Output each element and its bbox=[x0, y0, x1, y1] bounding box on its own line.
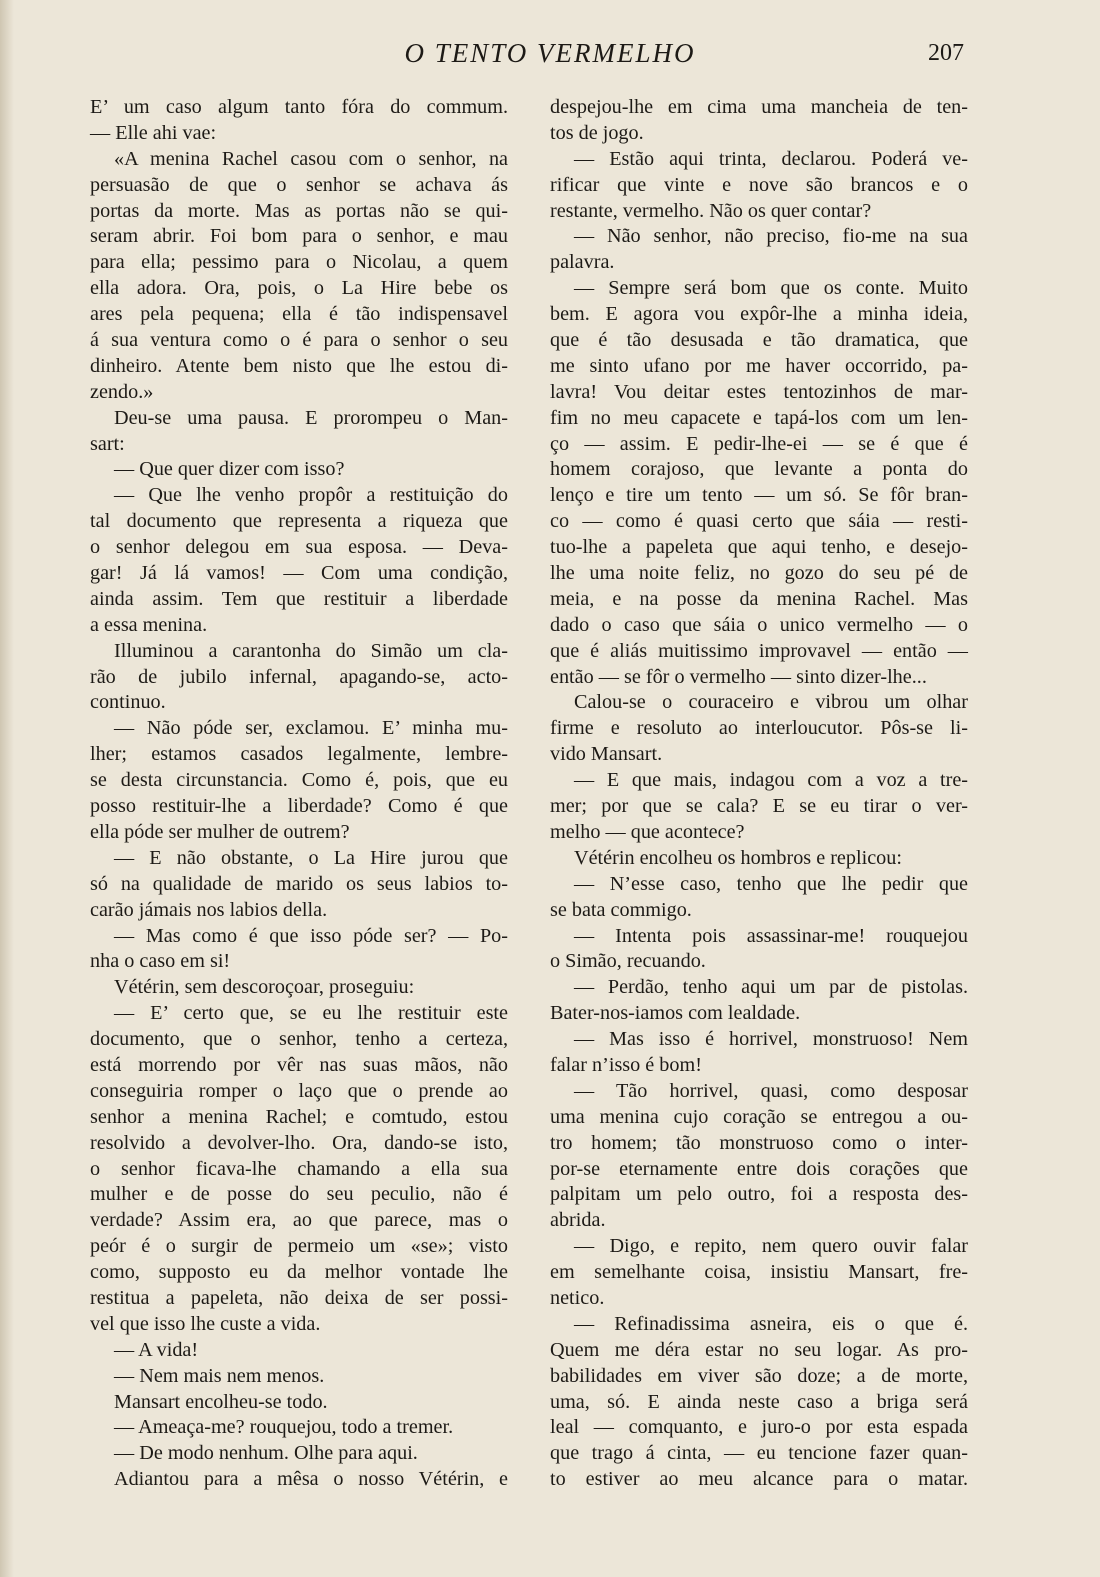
text-line: lavra! Vou deitar estes tentozinhos de mar- bbox=[550, 380, 968, 403]
text-line: Quem me déra estar no seu logar. As pro- bbox=[550, 1338, 968, 1361]
text-line: continuo. bbox=[90, 691, 166, 714]
text-line: rificar que vinte e nove são brancos e o bbox=[550, 173, 968, 196]
text-line: babilidades em viver são doze; a de morte, bbox=[550, 1364, 968, 1387]
text-line: netico. bbox=[550, 1286, 605, 1309]
text-line: ço — assim. E pedir-lhe-ei — se é que é bbox=[550, 432, 968, 455]
text-line: E’ um caso algum tanto fóra do commum. bbox=[90, 96, 508, 118]
text-line: resolvido a devolver-lho. Ora, dando-se isto, bbox=[90, 1131, 508, 1154]
text-line: co — como é quasi certo que sáia — resti- bbox=[550, 510, 968, 533]
text-line: lher; estamos casados legalmente, lembre- bbox=[90, 743, 508, 766]
text-line: o senhor delegou em sua esposa. — Deva- bbox=[90, 536, 508, 559]
text-line: tos de jogo. bbox=[550, 121, 644, 144]
text-line: ella adora. Ora, pois, o La Hire bebe os bbox=[90, 277, 508, 300]
text-line: homem corajoso, que levante a ponta do bbox=[550, 458, 968, 481]
text-column-right bbox=[550, 95, 968, 1493]
text-line: Deu-se uma pausa. E prorompeu o Man- bbox=[114, 406, 508, 429]
text-line: tuo-lhe a papeleta que aqui tenho, e desejo- bbox=[550, 536, 968, 559]
text-line: que é tão desusada e tão dramatica, que bbox=[550, 329, 968, 352]
text-line: Vétérin, sem descoroçoar, proseguiu: bbox=[114, 976, 415, 999]
text-line: restante, vermelho. Não os quer contar? bbox=[550, 199, 872, 222]
text-line: posso restituir-lhe a liberdade? Como é que bbox=[90, 795, 508, 818]
text-line: — E’ certo que, se eu lhe restituir este bbox=[114, 1002, 508, 1025]
text-line: que é aliás muitissimo improvavel — então — bbox=[550, 639, 968, 662]
text-line: fim no meu capacete e tapá-los com um len- bbox=[550, 406, 968, 429]
text-line: vido Mansart. bbox=[550, 743, 663, 766]
text-line: — Que lhe venho propôr a restituição do bbox=[114, 484, 508, 507]
text-line: documento, que o senhor, tenho a certeza, bbox=[90, 1028, 508, 1051]
text-line: mulher e de posse do seu peculio, não é bbox=[90, 1183, 508, 1206]
text-line: gar! Já lá vamos! — Com uma condição, bbox=[90, 562, 508, 585]
text-line: se desta circunstancia. Como é, pois, que eu bbox=[90, 769, 508, 792]
text-line: como, supposto eu da melhor vontade lhe bbox=[90, 1261, 508, 1284]
text-line: — Digo, e repito, nem quero ouvir falar bbox=[574, 1235, 968, 1258]
text-line: — Sempre será bom que os conte. Muito bbox=[574, 277, 968, 300]
text-line: abrida. bbox=[550, 1209, 606, 1232]
text-line: restitua a papeleta, não deixa de ser possi- bbox=[90, 1286, 508, 1309]
text-line: firme e resoluto ao interloucutor. Pôs-se li- bbox=[550, 717, 968, 740]
text-line: a essa menina. bbox=[90, 613, 208, 636]
text-line: — N’esse caso, tenho que lhe pedir que bbox=[574, 872, 968, 895]
text-line: leal — comquanto, e juro-o por esta espada bbox=[550, 1416, 968, 1439]
text-line: Illuminou a carantonha do Simão um cla- bbox=[114, 639, 508, 662]
text-line: uma, só. E ainda neste caso a briga será bbox=[550, 1390, 968, 1413]
text-line: — Elle ahi vae: bbox=[90, 121, 217, 144]
text-line: — Refinadissima asneira, eis o que é. bbox=[574, 1312, 968, 1335]
text-line: palavra. bbox=[550, 251, 615, 274]
text-line: sart: bbox=[90, 432, 125, 455]
text-line: lhe uma noite feliz, no gozo do seu pé de bbox=[550, 562, 968, 585]
text-line: carão jámais nos labios della. bbox=[90, 898, 328, 921]
text-line: — Mas como é que isso póde ser? — Po- bbox=[114, 924, 508, 947]
text-line: — Perdão, tenho aqui um par de pistolas. bbox=[574, 976, 968, 999]
text-line: á sua ventura como o é para o senhor o seu bbox=[90, 329, 508, 352]
text-line: Bater-nos-iamos com lealdade. bbox=[550, 1002, 801, 1025]
text-line: uma menina cujo coração se entregou a ou- bbox=[550, 1105, 968, 1128]
text-line: portas da morte. Mas as portas não se qui- bbox=[90, 199, 508, 222]
text-line: — Intenta pois assassinar-me! rouquejou bbox=[574, 924, 968, 947]
page-edge-shadow bbox=[0, 0, 14, 1577]
text-line: conseguiria romper o laço que o prende ao bbox=[90, 1079, 508, 1102]
text-line: o senhor ficava-lhe chamando a ella sua bbox=[90, 1157, 508, 1180]
text-line: — Mas isso é horrivel, monstruoso! Nem bbox=[574, 1028, 968, 1051]
text-line: verdade? Assim era, ao que parece, mas o bbox=[90, 1209, 508, 1232]
text-line: — Ameaça-me? rouquejou, todo a tremer. bbox=[114, 1416, 454, 1439]
text-line: está morrendo por vêr nas suas mãos, não bbox=[90, 1053, 508, 1076]
text-line: Mansart encolheu-se todo. bbox=[114, 1390, 328, 1413]
text-line: — E não obstante, o La Hire jurou que bbox=[114, 846, 508, 869]
page-header bbox=[0, 38, 1100, 78]
text-line: o Simão, recuando. bbox=[550, 950, 706, 973]
text-line: — E que mais, indagou com a voz a tre- bbox=[574, 769, 968, 792]
text-line: — De modo nenhum. Olhe para aqui. bbox=[114, 1442, 418, 1465]
text-line: ella póde ser mulher de outrem? bbox=[90, 820, 350, 843]
text-line: melho — que acontece? bbox=[550, 820, 745, 843]
text-line: dado o caso que sáia o unico vermelho — o bbox=[550, 613, 968, 636]
text-line: para ella; pessimo para o Nicolau, a quem bbox=[90, 251, 508, 274]
text-line: despejou-lhe em cima uma mancheia de ten- bbox=[550, 96, 968, 118]
text-line: rão de jubilo infernal, apagando-se, acto- bbox=[90, 665, 508, 688]
text-line: zendo.» bbox=[90, 380, 154, 403]
text-line: lenço e tire um tento — um só. Se fôr bran- bbox=[550, 484, 968, 507]
text-line: meia, e na posse da menina Rachel. Mas bbox=[550, 587, 968, 610]
text-line: — Não senhor, não preciso, fio-me na sua bbox=[574, 225, 968, 248]
running-title: O TENTO VERMELHO bbox=[404, 38, 696, 68]
text-line: senhor a menina Rachel; e comtudo, estou bbox=[90, 1105, 508, 1128]
text-line: só na qualidade de marido os seus labios to- bbox=[90, 872, 508, 895]
text-line: me sinto ufano por me haver occorrido, pa- bbox=[550, 354, 968, 377]
text-line: mer; por que se cala? E se eu tirar o ver- bbox=[550, 795, 968, 818]
text-line: então — se fôr o vermelho — sinto dizer-lhe... bbox=[550, 665, 927, 688]
text-line: to estiver ao meu alcance para o matar. bbox=[550, 1468, 968, 1491]
text-line: — A vida! bbox=[114, 1338, 199, 1361]
text-line: Calou-se o couraceiro e vibrou um olhar bbox=[574, 691, 968, 714]
text-line: — Não póde ser, exclamou. E’ minha mu- bbox=[114, 717, 508, 740]
text-line: dinheiro. Atente bem nisto que lhe estou di- bbox=[90, 354, 508, 377]
text-line: persuasão de que o senhor se achava ás bbox=[90, 173, 508, 196]
text-line: tro homem; tão monstruoso como o inter- bbox=[550, 1131, 968, 1154]
text-column-left bbox=[90, 95, 508, 1493]
text-line: se bata commigo. bbox=[550, 898, 692, 921]
text-line: Adiantou para a mêsa o nosso Vétérin, e bbox=[114, 1468, 508, 1491]
text-line: — Estão aqui trinta, declarou. Poderá ve- bbox=[574, 147, 968, 170]
text-line: seram abrir. Foi bom para o senhor, e mau bbox=[90, 225, 508, 248]
text-line: tal documento que representa a riqueza que bbox=[90, 510, 508, 533]
text-line: — Tão horrivel, quasi, como desposar bbox=[574, 1079, 968, 1102]
text-line: nha o caso em si! bbox=[90, 950, 231, 973]
text-line: palpitam um pelo outro, foi a resposta des- bbox=[550, 1183, 968, 1206]
text-line: bem. E agora vou expôr-lhe a minha ideia, bbox=[550, 303, 968, 326]
text-line: peór é o surgir de permeio um «se»; visto bbox=[90, 1235, 508, 1258]
text-line: ainda assim. Tem que restituir a liberdade bbox=[90, 587, 508, 610]
text-line: falar n’isso é bom! bbox=[550, 1053, 702, 1076]
text-line: em semelhante coisa, insistiu Mansart, fre- bbox=[550, 1261, 968, 1284]
text-line: vel que isso lhe custe a vida. bbox=[90, 1312, 321, 1335]
page-number: 207 bbox=[928, 40, 964, 66]
text-line: «A menina Rachel casou com o senhor, na bbox=[114, 147, 508, 170]
text-line: — Nem mais nem menos. bbox=[114, 1364, 325, 1387]
text-line: que trago á cinta, — eu tencione fazer quan- bbox=[550, 1442, 968, 1465]
text-line: — Que quer dizer com isso? bbox=[114, 458, 345, 481]
text-line: ares pela pequena; ella é tão indispensavel bbox=[90, 303, 508, 326]
text-line: Vétérin encolheu os hombros e replicou: bbox=[574, 846, 902, 869]
text-line: por-se eternamente entre dois corações que bbox=[550, 1157, 968, 1180]
